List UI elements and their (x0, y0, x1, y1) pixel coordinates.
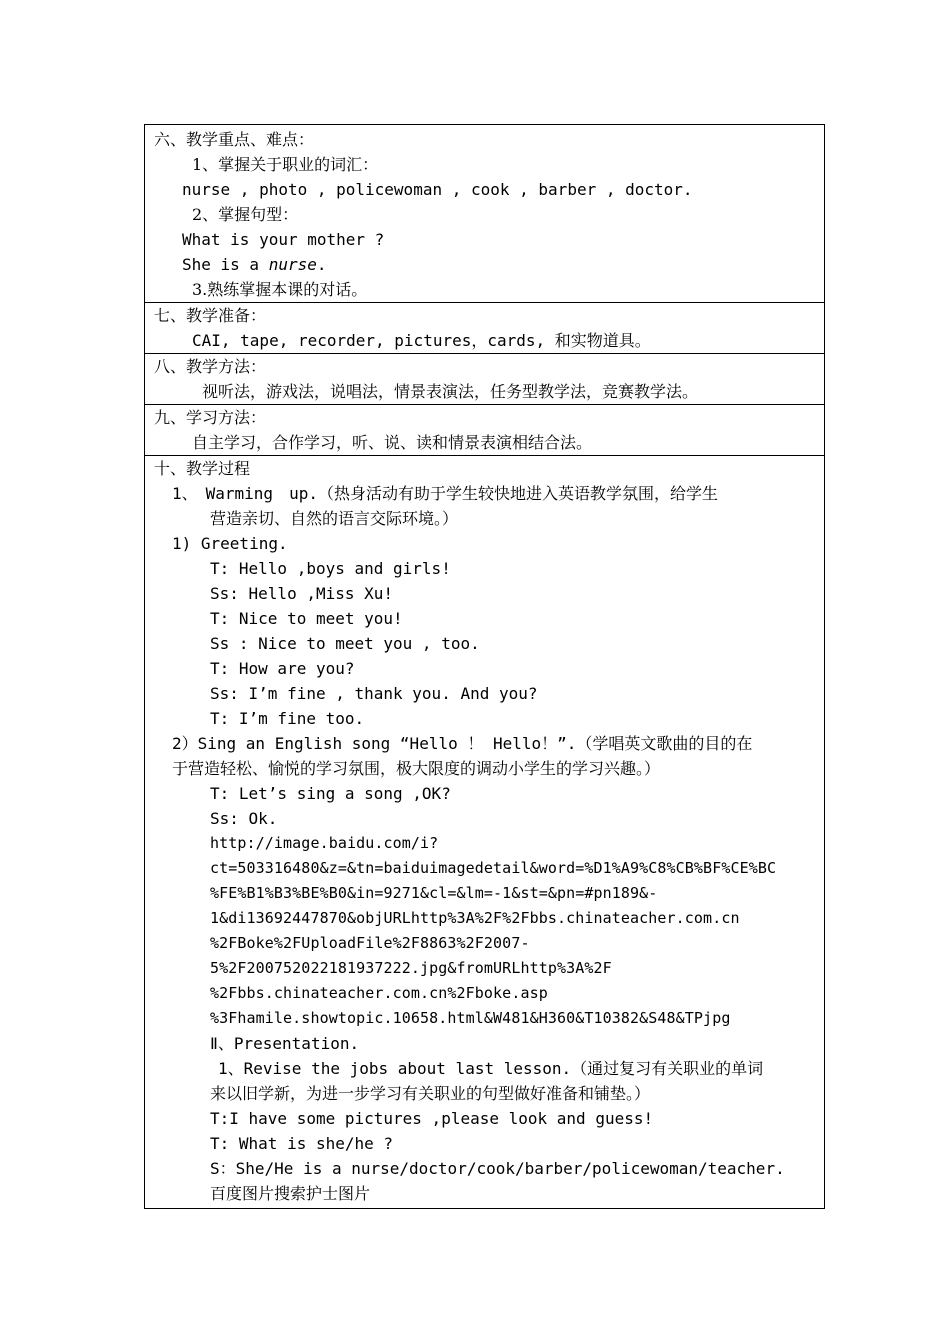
image-search-caption: 百度图片搜索护士图片 (210, 1184, 371, 1203)
dialog-line: Ss: I’m fine , thank you. And you? (210, 684, 538, 703)
answer-em: nurse (268, 255, 317, 274)
section-9-heading: 九、学习方法： (154, 408, 267, 427)
lesson-plan-table (144, 124, 825, 1209)
section-8-heading: 八、教学方法： (154, 357, 267, 376)
section-10-row (145, 456, 825, 1209)
section-8-content: 视听法，游戏法，说唱法，情景表演法，任务型教学法，竞赛教学法。 (202, 382, 699, 401)
vocab-goal: 1、掌握关于职业的词汇： (192, 155, 379, 174)
answer-prefix: She is a (182, 255, 269, 274)
revise-line-1: 1、Revise the jobs about last lesson.（通过复习有关职业的单词 (218, 1059, 764, 1078)
greeting-title: 1) Greeting. (172, 534, 288, 553)
section-10-heading: 十、教学过程 (154, 459, 251, 478)
song-line-1: 2）Sing an English song “Hello ！ Hello！”.（学唱英文歌曲的目的在 (172, 734, 753, 753)
section-7-heading: 七、教学准备： (154, 306, 267, 325)
sentence-answer (154, 252, 824, 277)
image-url-link[interactable] (154, 831, 824, 1031)
url-line[interactable]: ct=503316480&z=&tn=baiduimagedetail&word=%D1%A9%C8%CB%BF%CE%BC (210, 859, 777, 877)
answer-suffix: . (316, 255, 327, 274)
section-10-cell (145, 456, 825, 1209)
dialog-line: Ss: Hello ,Miss Xu! (210, 584, 394, 603)
section-9-row (145, 405, 825, 456)
dialog-line: T: I’m fine too. (210, 709, 365, 728)
dialog-line: T: Hello ,boys and girls! (210, 559, 451, 578)
revise-line-2: 来以旧学新，为进一步学习有关职业的句型做好准备和铺垫。） (210, 1084, 651, 1103)
url-line[interactable]: %FE%B1%B3%BE%B0&in=9271&cl=&lm=-1&st=&pn=#pn189&- (210, 884, 658, 902)
dialog-line: T: Let’s sing a song ,OK? (210, 784, 451, 803)
section-7-cell (145, 303, 825, 354)
song-line-2: 于营造轻松、愉悦的学习氛围，极大限度的调动小学生的学习兴趣。） (172, 759, 661, 778)
dialog-line: T: Nice to meet you! (210, 609, 403, 628)
section-6-row (145, 125, 825, 303)
sentence-question: What is your mother ? (182, 230, 385, 249)
section-8-row (145, 354, 825, 405)
section-9-content: 自主学习，合作学习，听、说、读和情景表演相结合法。 (192, 433, 593, 452)
url-line[interactable]: http://image.baidu.com/i? (210, 834, 439, 852)
url-line[interactable]: %2FBoke%2FUploadFile%2F8863%2F2007- (210, 934, 530, 952)
section-8-cell (145, 354, 825, 405)
section-6-cell (145, 125, 825, 303)
presentation-title: Ⅱ、Presentation. (210, 1034, 360, 1053)
vocab-list: nurse , photo , policewoman , cook , barber , doctor. (182, 180, 693, 199)
url-line[interactable]: 1&di13692447870&objURLhttp%3A%2F%2Fbbs.chinateacher.com.cn (210, 909, 740, 927)
song-dialog (154, 781, 824, 831)
dialog-line: T: How are you? (210, 659, 355, 678)
dialog-line: Ss : Nice to meet you , too. (210, 634, 480, 653)
section-6-heading: 六、教学重点、难点： (154, 130, 315, 149)
section-7-row (145, 303, 825, 354)
url-line[interactable]: %3Fhamile.showtopic.10658.html&W481&H360&T10382&S48&TPjpg (210, 1009, 731, 1027)
url-line[interactable]: %2Fbbs.chinateacher.com.cn%2Fboke.asp (210, 984, 548, 1002)
dialog-line: T: What is she/he ? (210, 1134, 394, 1153)
dialog-line: Ss: Ok. (210, 809, 278, 828)
warmup-line-1: 1、 Warming up.（热身活动有助于学生较快地进入英语教学氛围，给学生 (172, 484, 718, 503)
section-9-cell (145, 405, 825, 456)
dialog-line: S：She/He is a nurse/doctor/cook/barber/policewoman/teacher. (210, 1159, 785, 1178)
greeting-dialog (154, 556, 824, 731)
warmup-line-2: 营造亲切、自然的语言交际环境。） (210, 509, 459, 528)
section-7-content: CAI, tape, recorder, pictures，cards, 和实物道具。 (192, 331, 651, 350)
guess-dialog (154, 1106, 824, 1181)
sentence-goal: 2、掌握句型： (192, 205, 299, 224)
url-line[interactable]: 5%2F200752022181937222.jpg&fromURLhttp%3A%2F (210, 959, 612, 977)
dialog-goal: 3.熟练掌握本课的对话。 (192, 280, 368, 299)
dialog-line: T:I have some pictures ,please look and guess! (210, 1109, 654, 1128)
